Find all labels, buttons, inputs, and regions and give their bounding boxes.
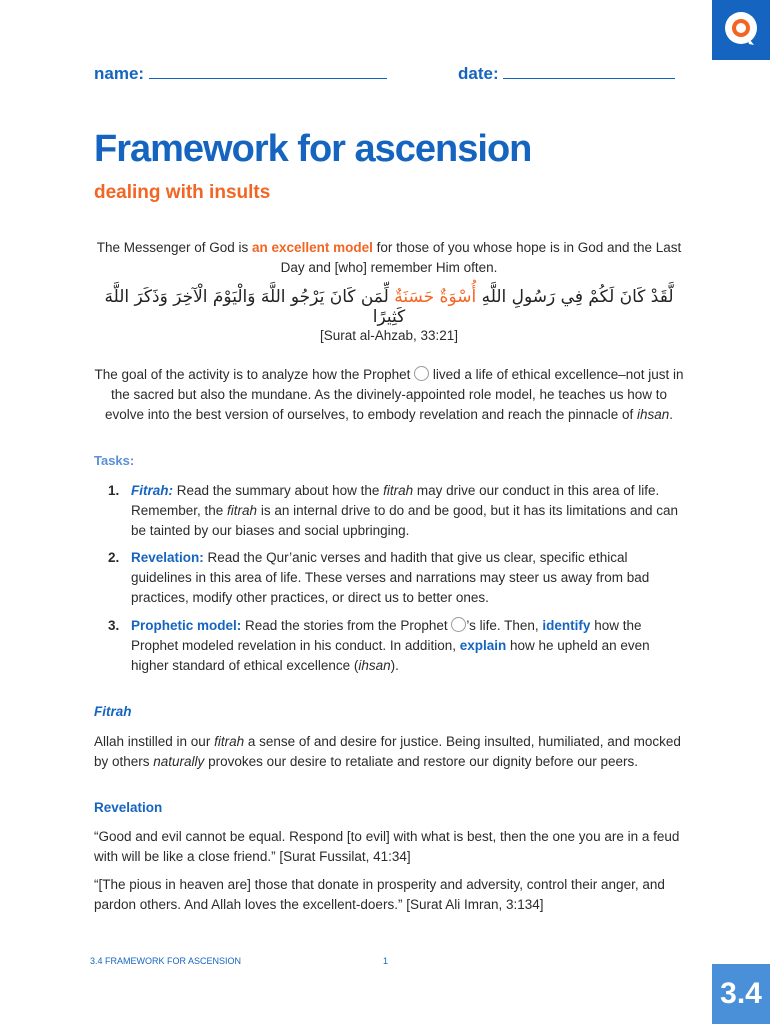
date-underline — [503, 64, 675, 79]
goal-paragraph: The goal of the activity is to analyze how the Prophet lived a life of ethical excellence–not just in the sacred but also the mundane. As the divinely-appointed role model, he teaches us how to evolve into the best version of ourselves, to embody revelation and reach the pinnacle of ihsan. — [94, 367, 684, 422]
fitrah-heading: Fitrah — [94, 704, 132, 719]
name-underline — [149, 64, 387, 79]
task-item: 1. Fitrah: Read the summary about how the fitrah may drive our conduct in this area of life. Remember, the fitrah is an internal drive to do and be good, but it has its limitations and can be tainted by our biases and social upbringing. — [108, 483, 679, 538]
section-badge: 3.4 — [712, 964, 770, 1024]
task-label: Prophetic model: — [131, 618, 242, 633]
page-subtitle: dealing with insults — [94, 182, 271, 203]
brand-logo — [712, 0, 770, 60]
tasks-heading: Tasks: — [94, 453, 135, 468]
verse-citation: [Surat al-Ahzab, 33:21] — [319, 328, 459, 343]
search-logo-icon — [721, 8, 761, 52]
page-number: 1 — [383, 956, 389, 966]
name-label: name: — [94, 64, 145, 83]
page-title: Framework for ascension — [94, 128, 532, 170]
footer-label: 3.4 FRAMEWORK FOR ASCENSION — [90, 956, 242, 966]
date-field[interactable] — [458, 64, 675, 84]
date-label: date: — [458, 64, 499, 83]
task-item: 2. Revelation: Read the Qur’anic verses and hadith that give us clear, specific ethical guidelines in this area of life. These verses and narrations may steer us away from bad practices, modify other practices, or direct us to better ones. — [108, 550, 650, 605]
pbuh-icon — [451, 617, 466, 632]
name-field[interactable] — [94, 64, 387, 84]
revelation-quote: “Good and evil cannot be equal. Respond [to evil] with what is best, then the one you are in a feud with will be like a close friend.” [Surat Fussilat, 41:34] — [94, 829, 680, 864]
verse-highlight: an excellent model — [252, 240, 373, 255]
revelation-heading: Revelation — [94, 800, 163, 815]
revelation-quote: “[The pious in heaven are] those that donate in prosperity and adversity, control their anger, and pardon others. And Allah loves the excellent-doers.” [Surat Ali Imran, 3:134] — [94, 877, 665, 912]
pbuh-icon — [414, 366, 429, 381]
arabic-verse: لَّقَدْ كَانَ لَكُمْ فِي رَسُولِ اللَّهِ أُسْوَةٌ حَسَنَةٌ لِّمَن كَانَ يَرْجُو اللَّهَ وَالْيَوْمَ الْآخِرَ وَذَكَرَ اللَّهَ كَثِيرًا — [104, 287, 674, 327]
task-item: 3. Prophetic model: Read the stories from the Prophet ’s life. Then, identify how the Prophet modeled revelation in his conduct. In addition, explain how he upheld an even higher standard of ethical excellence (ihsan). — [108, 618, 650, 673]
verse-translation: The Messenger of God is an excellent model for those of you whose hope is in God and the Last Day and [who] remember Him often. — [96, 240, 682, 275]
task-label: Fitrah: — [131, 483, 173, 498]
arabic-highlight: أُسْوَةٌ حَسَنَةٌ — [394, 287, 477, 307]
task-label: Revelation: — [131, 550, 204, 565]
fitrah-paragraph: Allah instilled in our fitrah a sense of and desire for justice. Being insulted, humiliated, and mocked by others naturally provokes our desire to retaliate and restore our dignity before our peers. — [94, 734, 681, 769]
